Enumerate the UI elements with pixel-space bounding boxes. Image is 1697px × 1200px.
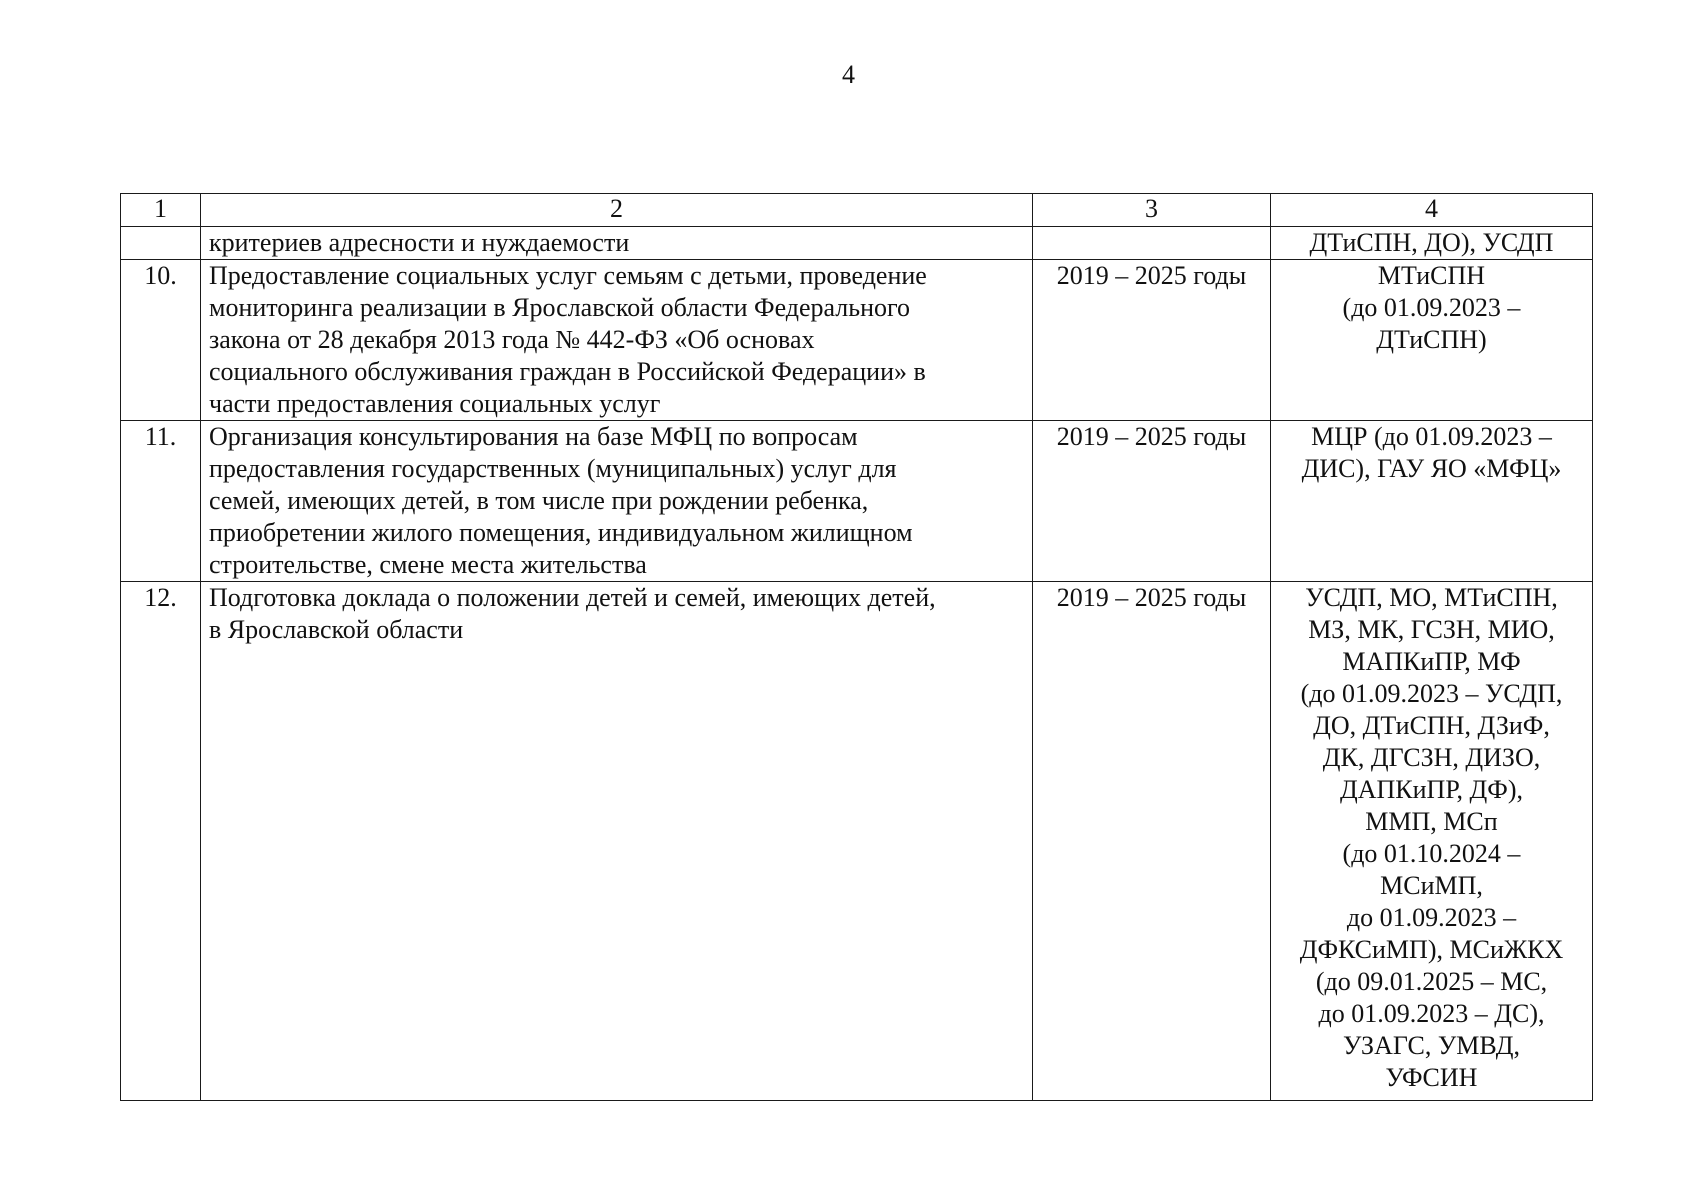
executor-line: (до 09.01.2025 – МС,: [1315, 967, 1548, 996]
executor-line: ДТиСПН, ДО), УСДП: [1309, 228, 1554, 257]
row-name: [201, 260, 1033, 421]
row-period: 2019 – 2025 годы: [1033, 421, 1271, 582]
row-executors: [1271, 582, 1593, 1101]
row-name: [201, 421, 1033, 582]
table-row-12: [121, 582, 1593, 1101]
table-row-10: [121, 260, 1593, 421]
table-row-11: [121, 421, 1593, 582]
table-header-row: [121, 194, 1593, 227]
executor-line: УЗАГС, УМВД,: [1342, 1031, 1520, 1060]
row-number: 11.: [121, 421, 201, 582]
row-name: критериев адресности и нуждаемости: [201, 227, 1033, 260]
row-period: 2019 – 2025 годы: [1033, 260, 1271, 421]
name-line: семей, имеющих детей, в том числе при рождении ребенка,: [209, 486, 869, 515]
header-cell-2: 2: [201, 194, 1033, 227]
table-row-continuation: [121, 227, 1593, 260]
row-number: 12.: [121, 582, 201, 1101]
row-number: 10.: [121, 260, 201, 421]
executor-line: до 01.09.2023 – ДС),: [1318, 999, 1545, 1028]
header-cell-3: 3: [1033, 194, 1271, 227]
name-line: Предоставление социальных услуг семьям с детьми, проведение: [209, 261, 927, 290]
row-number: [121, 227, 201, 260]
plan-table: [120, 193, 1593, 1101]
executor-line: УФСИН: [1385, 1063, 1478, 1092]
name-line: строительстве, смене места жительства: [209, 550, 647, 579]
header-cell-1: 1: [121, 194, 201, 227]
executor-line: ММП, МСп: [1365, 807, 1498, 836]
executor-line: ДИС), ГАУ ЯО «МФЦ»: [1301, 454, 1562, 483]
executor-line: ДО, ДТиСПН, ДЗиФ,: [1313, 711, 1550, 740]
executor-line: до 01.09.2023 –: [1346, 903, 1517, 932]
name-line: в Ярославской области: [209, 615, 464, 644]
name-line: части предоставления социальных услуг: [209, 389, 661, 418]
executor-line: МТиСПН: [1377, 261, 1486, 290]
name-line: социального обслуживания граждан в Российской Федерации» в: [209, 357, 926, 386]
executor-line: МЗ, МК, ГСЗН, МИО,: [1308, 615, 1555, 644]
row-executors: [1271, 421, 1593, 582]
executor-line: ДТиСПН): [1376, 325, 1487, 354]
executor-line: ДК, ДГСЗН, ДИЗО,: [1322, 743, 1541, 772]
executor-line: МЦР (до 01.09.2023 –: [1311, 422, 1552, 451]
row-name: [201, 582, 1033, 1101]
executor-line: (до 01.09.2023 – УСДП,: [1300, 679, 1563, 708]
executor-line: МСиМП,: [1380, 871, 1483, 900]
row-period: [1033, 227, 1271, 260]
name-line: мониторинга реализации в Ярославской области Федерального: [209, 293, 911, 322]
name-line: предоставления государственных (муниципальных) услуг для: [209, 454, 897, 483]
executor-line: (до 01.10.2024 –: [1342, 839, 1521, 868]
name-line: приобретении жилого помещения, индивидуальном жилищном: [209, 518, 913, 547]
executor-line: (до 01.09.2023 –: [1342, 293, 1521, 322]
executor-line: УСДП, МО, МТиСПН,: [1305, 583, 1558, 612]
name-line: закона от 28 декабря 2013 года № 442-ФЗ «Об основах: [209, 325, 815, 354]
row-period: 2019 – 2025 годы: [1033, 582, 1271, 1101]
row-executors: [1271, 227, 1593, 260]
header-cell-4: 4: [1271, 194, 1593, 227]
executor-line: МАПКиПР, МФ: [1342, 647, 1521, 676]
name-line: Организация консультирования на базе МФЦ по вопросам: [209, 422, 858, 451]
row-executors: [1271, 260, 1593, 421]
name-line: Подготовка доклада о положении детей и семей, имеющих детей,: [209, 583, 936, 612]
page-number: 4: [842, 60, 855, 89]
executor-line: ДАПКиПР, ДФ),: [1340, 775, 1523, 804]
executor-line: ДФКСиМП), МСиЖКХ: [1299, 935, 1564, 964]
